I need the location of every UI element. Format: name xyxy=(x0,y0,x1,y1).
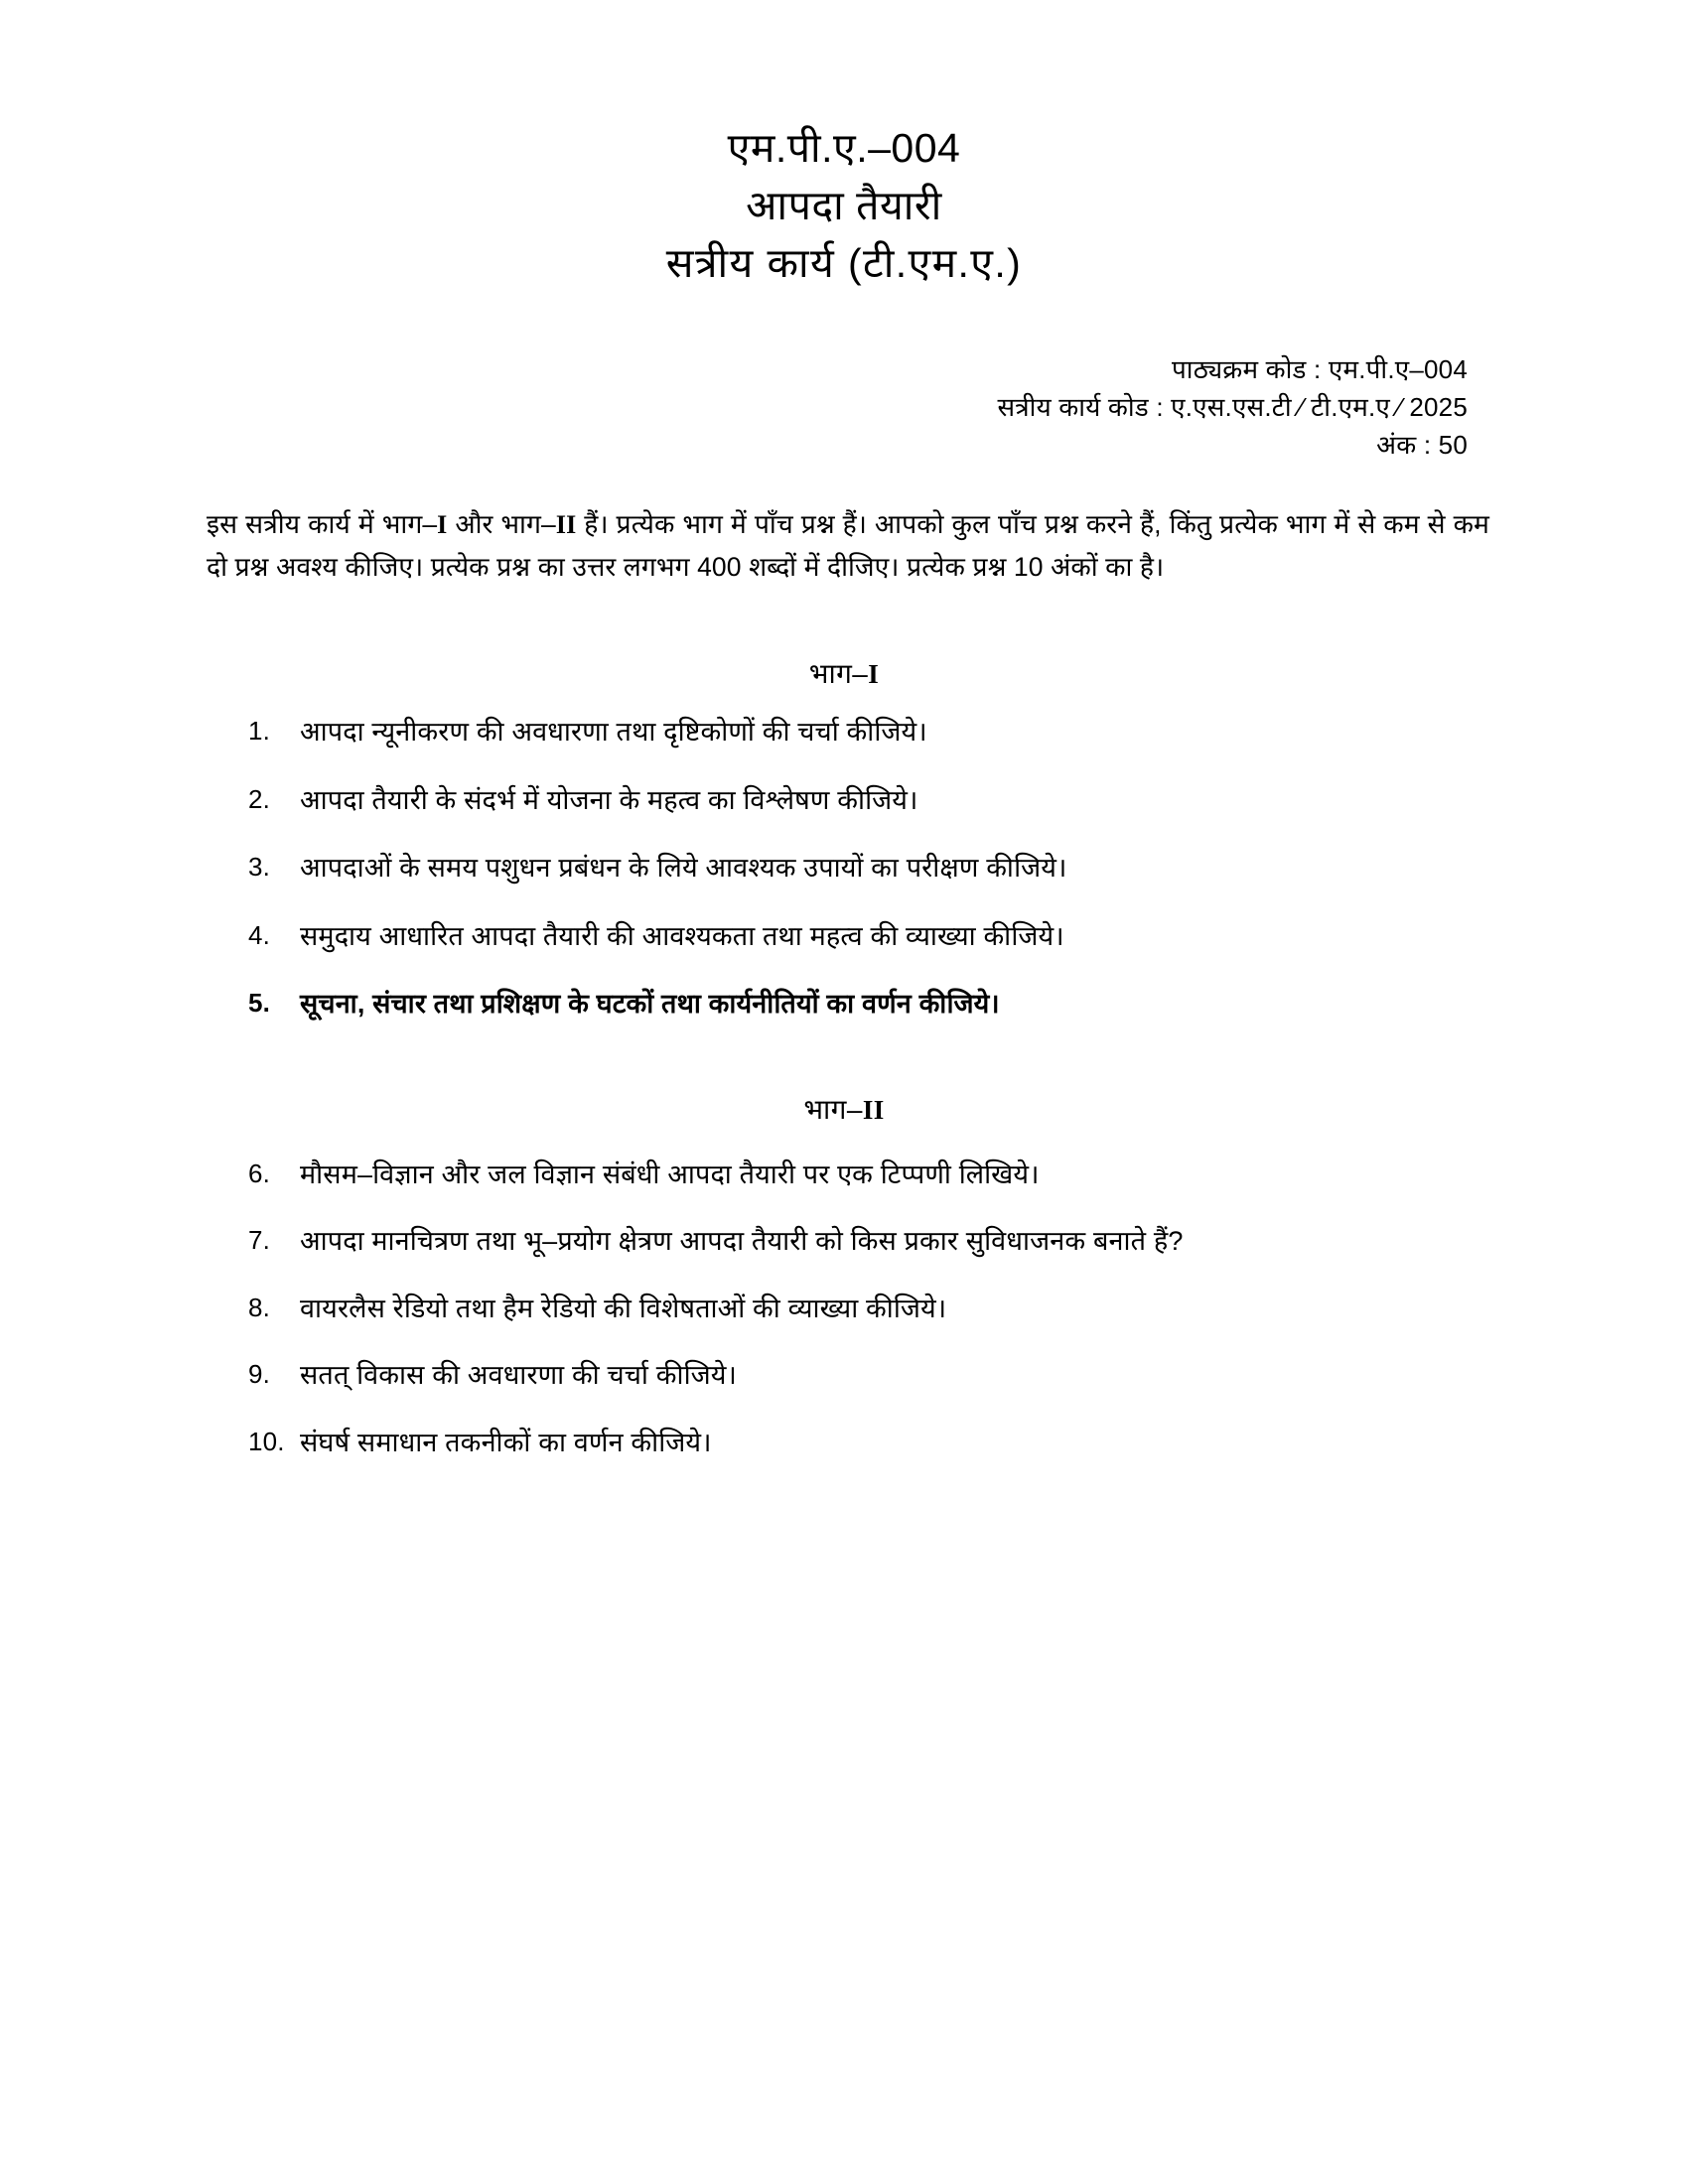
part-1-heading-roman: I xyxy=(868,659,880,690)
question-number: 4. xyxy=(248,919,270,950)
part-1-heading-label: भाग– xyxy=(808,658,869,690)
part-2-section xyxy=(0,1090,1688,1463)
question-number: 5. xyxy=(248,988,270,1019)
question-item xyxy=(248,916,1509,957)
question-text: सूचना, संचार तथा प्रशिक्षण के घटकों तथा कार्यनीतियों का वर्णन कीजिये। xyxy=(300,989,1000,1020)
question-number: 1. xyxy=(248,716,270,747)
question-item xyxy=(248,1155,1509,1195)
question-text: आपदाओं के समय पशुधन प्रबंधन के लिये आवश्यक उपायों का परीक्षण कीजिये। xyxy=(300,853,1067,884)
instructions-segment-2: और भाग– xyxy=(447,509,556,540)
question-text: मौसम–विज्ञान और जल विज्ञान संबंधी आपदा तैयारी पर एक टिप्पणी लिखिये। xyxy=(300,1159,1040,1189)
question-text: आपदा तैयारी के संदर्भ में योजना के महत्व का विश्लेषण कीजिये। xyxy=(300,784,918,815)
question-item xyxy=(248,712,1509,752)
part-2-heading-label: भाग– xyxy=(803,1093,863,1125)
question-text: आपदा मानचित्रण तथा भू–प्रयोग क्षेत्रण आपदा तैयारी को किस प्रकार सुविधाजनक बनाते हैं? xyxy=(300,1226,1184,1257)
question-item xyxy=(248,848,1509,888)
course-name-title: आपदा तैयारी xyxy=(746,183,942,229)
part-1-heading xyxy=(0,654,1688,692)
part-2-roman-inline: II xyxy=(555,510,577,540)
meta-block xyxy=(0,350,1688,465)
course-code-title: एम.पी.ए.–004 xyxy=(727,125,961,171)
question-text: आपदा न्यूनीकरण की अवधारणा तथा दृष्टिकोणों की चर्चा कीजिये। xyxy=(300,717,927,748)
question-number: 3. xyxy=(248,852,270,883)
question-number: 8. xyxy=(248,1292,270,1322)
question-text: सतत् विकास की अवधारणा की चर्चा कीजिये। xyxy=(300,1360,737,1391)
title-block xyxy=(0,0,1688,293)
part-1-roman-inline: I xyxy=(437,510,448,540)
question-text: संघर्ष समाधान तकनीकों का वर्णन कीजिये। xyxy=(300,1427,712,1457)
assignment-code-line: सत्रीय कार्य कोड : ए.एस.एस.टी ⁄ टी.एम.ए ⁄ 2025 xyxy=(997,391,1468,422)
instructions-segment-1: इस सत्रीय कार्य में भाग– xyxy=(207,509,438,540)
question-item xyxy=(248,984,1509,1024)
question-item xyxy=(248,780,1509,821)
question-number: 10. xyxy=(248,1426,285,1456)
instructions-paragraph xyxy=(207,503,1489,589)
question-text: वायरलैस रेडियो तथा हैम रेडियो की विशेषताओं की व्याख्या कीजिये। xyxy=(300,1293,947,1323)
question-item xyxy=(248,1423,1509,1463)
question-number: 7. xyxy=(248,1225,270,1256)
part-2-question-list xyxy=(0,1155,1688,1463)
marks-line: अंक : 50 xyxy=(1376,430,1468,461)
part-2-heading xyxy=(0,1090,1688,1128)
question-number: 9. xyxy=(248,1359,270,1390)
question-number: 2. xyxy=(248,783,270,814)
question-item xyxy=(248,1289,1509,1329)
instructions-segment-3: हैं। प्रत्येक भाग में पाँच प्रश्न हैं। आपको कुल पाँच प्रश्न करने हैं, किंतु प्रत्येक भाग में से कम से कम दो प्रश्न अवश्य कीजिए। प्रत्येक प्रश्न का उत्तर लगभग 400 शब्दों में दीजिए। प्रत्येक प्रश्न 10 अंकों का है। xyxy=(207,509,1489,583)
question-item xyxy=(248,1355,1509,1396)
course-code-line: पाठ्यक्रम कोड : एम.पी.ए–004 xyxy=(1172,353,1468,384)
part-2-heading-roman: II xyxy=(862,1094,885,1125)
assignment-type-title: सत्रीय कार्य (टी.एम.ए.) xyxy=(665,240,1023,287)
question-number: 6. xyxy=(248,1158,270,1188)
question-text: समुदाय आधारित आपदा तैयारी की आवश्यकता तथा महत्व की व्याख्या कीजिये। xyxy=(300,920,1064,951)
question-item xyxy=(248,1221,1509,1262)
part-1-question-list xyxy=(0,712,1688,1024)
